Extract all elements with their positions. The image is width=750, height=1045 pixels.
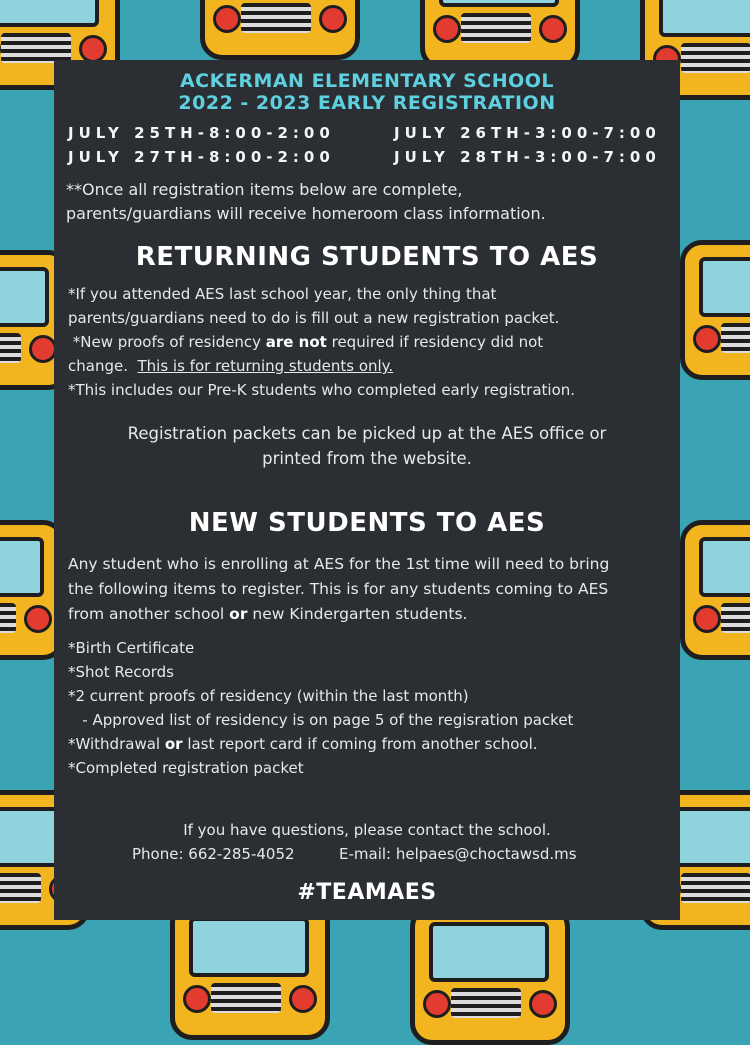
item-birth-certificate: *Birth Certificate	[68, 639, 195, 657]
hashtag: #TEAMAES	[297, 880, 437, 905]
registration-title: 2022 - 2023 EARLY REGISTRATION	[178, 92, 556, 114]
date-july-25: JULY 25TH-8:00-2:00	[68, 124, 335, 142]
returning-line-1: *If you attended AES last school year, the only thing that	[68, 285, 497, 303]
bus-decoration	[680, 240, 750, 380]
new-line-1: Any student who is enrolling at AES for the 1st time will need to bring	[68, 555, 610, 573]
contact-line: If you have questions, please contact the school.	[183, 821, 551, 839]
new-students-heading: NEW STUDENTS TO AES	[188, 508, 546, 538]
returning-heading: RETURNING STUDENTS TO AES	[135, 242, 599, 272]
bus-decoration	[200, 0, 360, 60]
item-residency-note: - Approved list of residency is on page 5 of the regisration packet	[68, 711, 574, 729]
bus-decoration	[170, 900, 330, 1040]
flyer-panel	[54, 60, 680, 920]
item-registration-packet: *Completed registration packet	[68, 759, 304, 777]
intro-line-1: **Once all registration items below are complete,	[66, 180, 463, 199]
date-july-27: JULY 27TH-8:00-2:00	[68, 148, 335, 166]
contact-email: E-mail: helpaes@choctawsd.ms	[339, 845, 577, 863]
returning-line-4: change. This is for returning students only.	[68, 357, 394, 375]
bus-decoration	[410, 905, 570, 1045]
new-line-2: the following items to register. This is for any students coming to AES	[68, 580, 609, 598]
returning-only-note: This is for returning students only.	[137, 357, 394, 375]
packets-line-1: Registration packets can be picked up at the AES office or	[127, 424, 607, 443]
are-not-emphasis: are not	[265, 333, 327, 351]
item-shot-records: *Shot Records	[68, 663, 174, 681]
new-line-3: from another school or new Kindergarten students.	[68, 605, 468, 623]
returning-line-5: *This includes our Pre-K students who completed early registration.	[68, 381, 576, 399]
contact-phone: Phone: 662-285-4052	[132, 845, 295, 863]
item-residency-proofs: *2 current proofs of residency (within the last month)	[68, 687, 469, 705]
item-withdrawal: *Withdrawal or last report card if coming from another school.	[68, 735, 538, 753]
date-july-26: JULY 26TH-3:00-7:00	[394, 124, 661, 142]
bus-decoration	[680, 520, 750, 660]
returning-line-3: *New proofs of residency are not required if residency did not	[68, 333, 544, 351]
school-name: ACKERMAN ELEMENTARY SCHOOL	[179, 70, 555, 92]
intro-line-2: parents/guardians will receive homeroom class information.	[66, 204, 546, 223]
returning-line-2: parents/guardians need to do is fill out a new registration packet.	[68, 309, 560, 327]
packets-line-2: printed from the website.	[262, 449, 472, 468]
date-july-28: JULY 28TH-3:00-7:00	[394, 148, 661, 166]
